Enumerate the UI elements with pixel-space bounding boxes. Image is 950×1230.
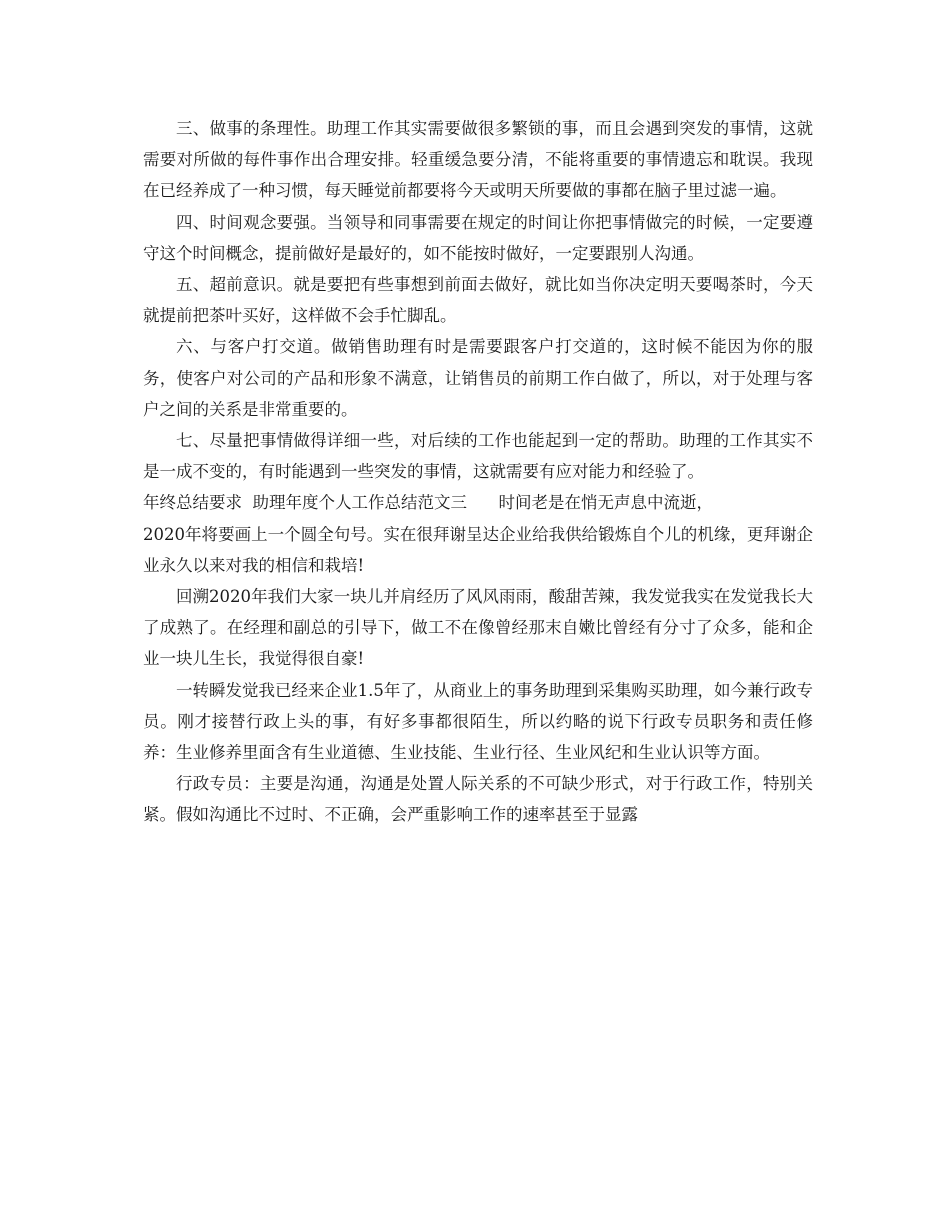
section-heading-line: 年终总结要求 助理年度个人工作总结范文三 时间老是在悄无声息中流逝， (143, 493, 713, 513)
paragraph-admin: 行政专员：主要是沟通，沟通是处置人际关系的不可缺少形式，对于行政工作，特别关紧。假如沟通比不过时、不正确，会严重影响工作的速率甚至于显露 (143, 774, 813, 825)
paragraph-review: 回溯2020年我们大家一块儿并肩经历了风风雨雨，酸甜苦辣，我发觉我实在发觉我长大了成熟了。在经理和副总的引导下，做工不在像曾经那末自嫩比曾经有分寸了众多，能和企业一块儿生长，我觉得很自豪! (143, 587, 813, 669)
paragraph-item-5: 五、超前意识。就是要把有些事想到前面去做好，就比如当你决定明天要喝茶时，今天就提前把茶叶买好，这样做不会手忙脚乱。 (143, 275, 813, 326)
paragraph-item-6: 六、与客户打交道。做销售助理有时是需要跟客户打交道的，这时候不能因为你的服务，使客户对公司的产品和形象不满意，让销售员的前期工作白做了，所以，对于处理与客户之间的关系是非常重要的。 (143, 337, 813, 419)
paragraph-item-4: 四、时间观念要强。当领导和同事需要在规定的时间让你把事情做完的时候，一定要遵守这个时间概念，提前做好是最好的，如不能按时做好，一定要跟别人沟通。 (143, 212, 813, 263)
paragraph-item-3: 三、做事的条理性。助理工作其实需要做很多繁锁的事，而且会遇到突发的事情，这就需要对所做的每件事作出合理安排。轻重缓急要分清，不能将重要的事情遗忘和耽误。我现在已经养成了一种习惯，每天睡觉前都要将今天或明天所要做的事都在脑子里过滤一遍。 (143, 119, 813, 201)
paragraph-item-7: 七、尽量把事情做得详细一些，对后续的工作也能起到一定的帮助。助理的工作其实不是一成不变的，有时能遇到一些突发的事情，这就需要有应对能力和经验了。 (143, 431, 813, 482)
document-body (143, 113, 813, 831)
heading-continuation: 2020年将要画上一个圆全句号。实在很拜谢呈达企业给我供给锻炼自个儿的机缘，更拜谢企业永久以来对我的相信和栽培! (143, 524, 813, 575)
paragraph-role: 一转瞬发觉我已经来企业1.5年了，从商业上的事务助理到采集购买助理，如今兼行政专员。刚才接替行政上头的事，有好多事都很陌生，所以约略的说下行政专员职务和责任修养：生业修养里面含有生业道德、生业技能、生业行径、生业风纪和生业认识等方面。 (143, 680, 813, 763)
